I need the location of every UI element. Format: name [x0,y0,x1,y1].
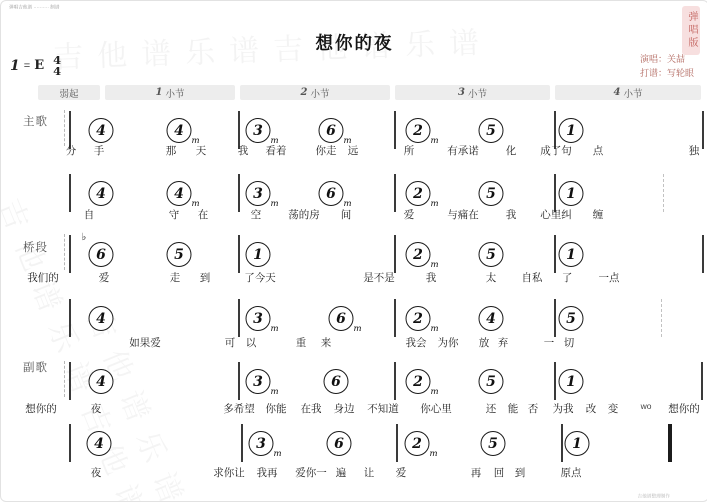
barline [69,362,71,400]
section-label: 主歌 [23,116,48,128]
lyric: 成了句 [540,145,572,157]
barline [702,235,704,273]
lyric: 走 [169,272,181,284]
chord-number: 6 [336,310,346,327]
lyric: 分 [65,145,77,157]
chord-minor-suffix: m [270,199,279,209]
chord [559,369,584,394]
chord [167,118,200,146]
lyric: wo [640,401,652,411]
lyric: 切 [563,337,575,349]
chord-number: 2 [413,373,423,390]
measure-number: 1 [155,87,163,98]
chord-number: 1 [566,246,576,263]
chord [565,431,590,456]
measure-number: 3 [458,87,465,98]
lyric: 独 [688,145,700,157]
lyric: 还 [485,403,497,415]
lyric: 以 [245,337,257,349]
chord [324,369,349,394]
section-label: 桥段 [23,242,48,254]
lyric: 与痛在 [447,209,479,221]
lyric: 远 [347,145,359,157]
lyric: 变 [607,403,619,415]
chord-number: 1 [566,122,576,139]
lyric: 来 [320,337,332,349]
barline [702,111,704,149]
barline [394,111,396,149]
lyric: 否 [527,403,539,415]
chord [479,369,504,394]
chord-number: 5 [486,185,496,202]
lyric: 弃 [497,337,509,349]
lyric: 在 [197,209,209,221]
chord-minor-suffix: m [430,199,439,209]
chord [329,306,362,334]
lyric: 心里纠 [540,209,572,221]
barline [554,235,556,273]
chord-number: 5 [566,310,576,327]
chord [406,306,439,334]
chord-number: 5 [174,246,184,263]
barline [238,299,240,337]
chord-number: 4 [96,122,106,139]
lyric: 荡的房 [288,209,320,221]
chord-number: 4 [94,435,104,452]
chord-number: 5 [486,122,496,139]
chord [559,118,584,143]
chord-number: 6 [96,246,106,263]
lyric: 我再 [256,467,278,479]
chord-number: 5 [486,373,496,390]
chord [167,242,192,267]
lyric: 了今天 [244,272,276,284]
lyric: 让 [363,467,375,479]
lyric: 可 [224,337,236,349]
measure-suffix: 小节 [467,88,487,100]
barline [394,174,396,212]
lyric: 爱 [98,272,110,284]
stamp-play-sing-version: 弹唱版 [682,6,700,55]
credit-transcriber-name: 写轮眼 [666,67,694,78]
lyric: 为你 [437,337,459,349]
lyric: 再 [470,467,482,479]
lyric: 爱 [395,467,407,479]
time-lower: 4 [53,63,62,78]
chord [406,242,439,270]
lyric: 为我 [552,403,574,415]
watermark-bottom-right: 吉他谱整理制作 [637,493,670,499]
chord [319,181,352,209]
watermark-top-left: 弹唱吉他谱 ·········· 制谱 [9,4,60,10]
barline [238,235,240,273]
chord-minor-suffix: m [430,136,439,146]
chord-minor-suffix: m [270,136,279,146]
credit-transcriber-label: 打谱： [639,67,667,78]
chord [479,242,504,267]
lyric: 是不是 [363,272,395,284]
barline [701,362,703,400]
lyric: 你走 [315,145,337,157]
chord-number: 4 [486,310,496,327]
lyric: 了 [561,272,573,284]
lyric: 改 [585,403,597,415]
lyric: 空 [250,209,262,221]
lyric: 缠 [592,209,604,221]
lyric: 在我 [300,403,322,415]
chord-minor-suffix: m [343,136,352,146]
measure-header-cell [240,85,390,100]
lyric: 所 [403,145,415,157]
barline [69,235,71,273]
chord [559,181,584,206]
chord [405,431,438,459]
barline [394,235,396,273]
chord-number: 2 [413,246,423,263]
chord-minor-suffix: m [343,199,352,209]
chord-minor-suffix: m [353,324,362,334]
lyric: 一 [543,337,555,349]
key-tonic: 1 [10,57,20,74]
lyric: 我 [425,272,437,284]
lyric: 不知道 [367,403,399,415]
chord-number: 2 [413,122,423,139]
measure-header-cell [105,85,235,100]
chord-number: 4 [174,122,184,139]
chord-number: 5 [486,246,496,263]
chord-number: 1 [566,185,576,202]
chord [89,118,114,143]
chord-number: 6 [334,435,344,452]
chord-minor-suffix: m [273,449,282,459]
section-tick [64,361,65,397]
measure-suffix: 小节 [623,88,643,100]
chord-number: 2 [413,310,423,327]
chord [559,306,584,331]
chord-number: 4 [96,185,106,202]
lyric: 求你让 [213,467,245,479]
lyric: 一点 [598,272,620,284]
lyric: 爱你一 [295,467,327,479]
lyric: 到 [199,272,211,284]
chord-minor-suffix: m [430,387,439,397]
chord [327,431,352,456]
song-title: 想你的夜 [315,33,394,53]
lyric: 手 [93,145,105,157]
chord-number: 4 [174,185,184,202]
lyric: 点 [592,145,604,157]
chord [481,431,506,456]
key-signature [10,55,61,77]
lyric: 到 [514,467,526,479]
barline [394,299,396,337]
time-upper: 4 [53,53,62,67]
chord [81,232,114,267]
section-tick [64,110,65,146]
chord [89,369,114,394]
barline [69,174,71,212]
lyric: 回 [493,467,505,479]
barline [241,424,243,462]
lyric: 我会 [405,337,427,349]
chord-number: 2 [412,435,422,452]
chord [246,118,279,146]
barline [554,362,556,400]
chord [246,181,279,209]
chord-number: 3 [256,435,266,452]
lyric: 如果爱 [129,337,161,349]
chord [406,118,439,146]
lyric: 间 [340,209,352,221]
lyric: 夜 [90,467,102,479]
lyric: 你能 [265,403,287,415]
lyric: 夜 [90,403,102,415]
barline [668,424,672,462]
lyric: 爱 [403,209,415,221]
lyric: 有承诺 [447,145,479,157]
credits [640,53,694,81]
measure-header-cell [395,85,550,100]
chord-number: 2 [413,185,423,202]
barline [663,174,664,212]
chord [479,181,504,206]
lyric: 重 [295,337,307,349]
chord [246,306,279,334]
chord-number: 3 [253,122,263,139]
chord-number: 1 [566,373,576,390]
chord [319,118,352,146]
credit-transcriber [640,67,694,81]
chord [89,181,114,206]
chord-number: 6 [331,373,341,390]
lyric: 身边 [333,403,355,415]
lyric: 原点 [560,467,582,479]
barline [554,299,556,337]
chord-number: 3 [253,373,263,390]
barline [69,424,71,462]
chord-number: 4 [96,310,106,327]
lyric: 我 [505,209,517,221]
lyric: 我们的 [27,272,59,284]
chord-number: 1 [572,435,582,452]
key-value: E [34,58,45,74]
barline [394,362,396,400]
chord-minor-suffix: m [191,199,200,209]
chord-number: 3 [253,185,263,202]
chord [246,369,279,397]
chord [406,369,439,397]
lyric: 太 [485,272,497,284]
chord-minor-suffix: m [270,324,279,334]
time-signature [53,55,61,77]
chord-minor-suffix: m [191,136,200,146]
lyric: 自 [83,209,95,221]
credit-vocal [640,53,694,67]
chord-number: 6 [326,185,336,202]
barline [396,424,398,462]
chord [479,306,504,331]
chord-number: 3 [253,310,263,327]
chord [167,181,200,209]
key-equals: = [23,59,31,72]
measure-header-cell: 弱起 [38,85,100,100]
credit-vocal-label: 演唱： [639,54,667,64]
chord [479,118,504,143]
barline [561,424,563,462]
flat-icon: ♭ [81,232,87,243]
lyric: 化 [505,145,517,157]
section-tick [64,234,65,270]
chord [559,242,584,267]
lyric: 你心里 [420,403,452,415]
lyric: 那 [165,145,177,157]
barline [238,362,240,400]
chord-minor-suffix: m [270,387,279,397]
lyric: 放 [478,337,490,349]
chord-minor-suffix: m [430,260,439,270]
lyric: 我 [237,145,249,157]
lyric: 遍 [335,467,347,479]
chord [87,431,112,456]
measure-header-cell [555,85,701,100]
chord-minor-suffix: m [429,449,438,459]
lyric: 看着 [265,145,287,157]
lyric: 多希望 [223,403,255,415]
lyric: 自私 [521,272,543,284]
lyric: 想你的 [668,403,700,415]
chord-number: 6 [326,122,336,139]
barline [69,299,71,337]
chord [249,431,282,459]
chord-number: 1 [253,246,263,263]
chord-minor-suffix: m [430,324,439,334]
measure-number: 2 [300,87,308,98]
lyric: 天 [195,145,207,157]
barline [238,174,240,212]
lyric: 守 [168,209,180,221]
chord-number: 4 [96,373,106,390]
chord-number: 5 [488,435,498,452]
chord [246,242,271,267]
measure-number: 4 [613,87,621,98]
lyric: 能 [507,403,519,415]
measure-suffix: 小节 [310,88,330,100]
lyric: 想你的 [25,403,57,415]
barline [661,299,662,337]
chord [406,181,439,209]
credit-vocal-name: 关喆 [666,54,685,64]
chord [89,306,114,331]
section-label: 副歌 [23,362,48,374]
measure-suffix: 小节 [165,88,185,100]
